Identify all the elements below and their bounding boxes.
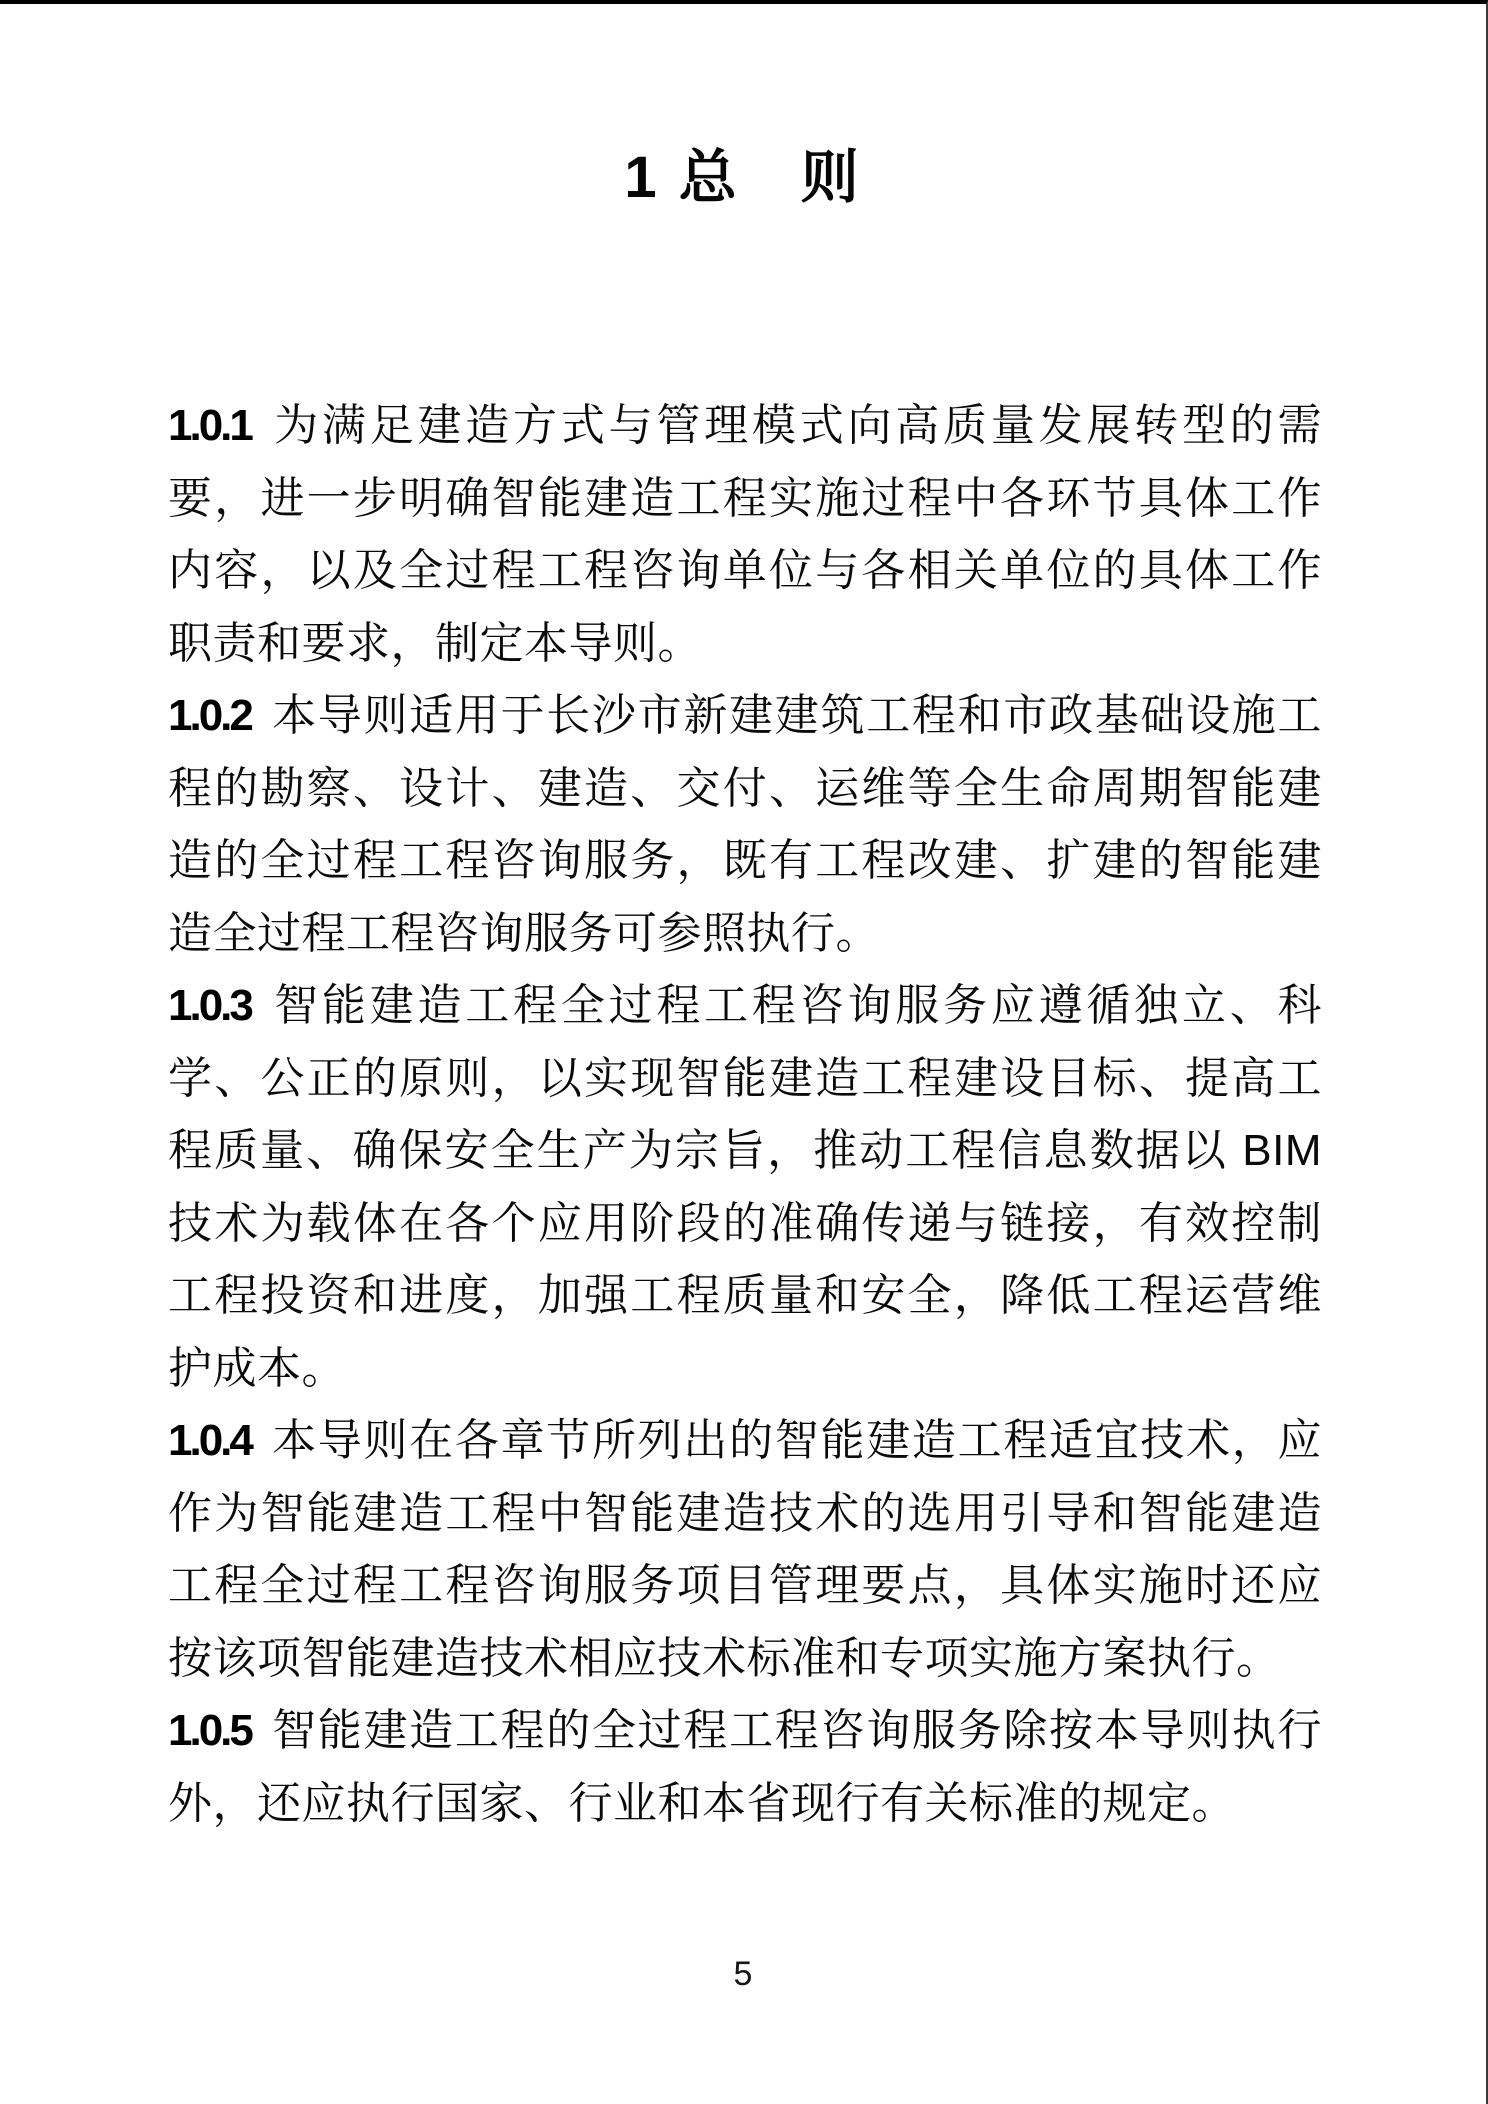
- clause-number: 1.0.3: [168, 981, 251, 1030]
- clause-number: 1.0.5: [168, 1706, 251, 1755]
- clause-text: 本导则适用于长沙市新建建筑工程和市政基础设施工程的勘察、设计、建造、交付、运维等全生命周期智能建造的全过程工程咨询服务，既有工程改建、扩建的智能建造全过程工程咨询服务可参照执行。: [168, 691, 1322, 958]
- page-number: 5: [733, 1955, 753, 1993]
- clause-list: [168, 390, 1322, 1840]
- chapter-title: 1 总 则: [624, 145, 862, 210]
- clause-number: 1.0.2: [168, 691, 251, 740]
- clause-paragraph: [168, 1405, 1322, 1695]
- clause-paragraph: [168, 1695, 1322, 1840]
- clause-text: 智能建造工程的全过程工程咨询服务除按本导则执行外，还应执行国家、行业和本省现行有关标准的规定。: [168, 1706, 1322, 1828]
- clause-text: 为满足建造方式与管理模式向高质量发展转型的需要，进一步明确智能建造工程实施过程中各环节具体工作内容，以及全过程工程咨询单位与各相关单位的具体工作职责和要求，制定本导则。: [168, 401, 1322, 668]
- clause-paragraph: [168, 970, 1322, 1405]
- clause-paragraph: [168, 390, 1322, 680]
- chapter-body: [168, 390, 1322, 1840]
- clause-text: 本导则在各章节所列出的智能建造工程适宜技术，应作为智能建造工程中智能建造技术的选用引导和智能建造工程全过程工程咨询服务项目管理要点，具体实施时还应按该项智能建造技术相应技术标准和专项实施方案执行。: [168, 1416, 1322, 1683]
- clause-number: 1.0.4: [168, 1416, 251, 1465]
- clause-number: 1.0.1: [168, 401, 251, 450]
- clause-paragraph: [168, 680, 1322, 970]
- clause-text: 智能建造工程全过程工程咨询服务应遵循独立、科学、公正的原则，以实现智能建造工程建设目标、提高工程质量、确保安全生产为宗旨，推动工程信息数据以 BIM 技术为载体在各个应用阶段的准确传递与链接，有效控制工程投资和进度，加强工程质量和安全，降低工程运营维护成本。: [168, 981, 1322, 1393]
